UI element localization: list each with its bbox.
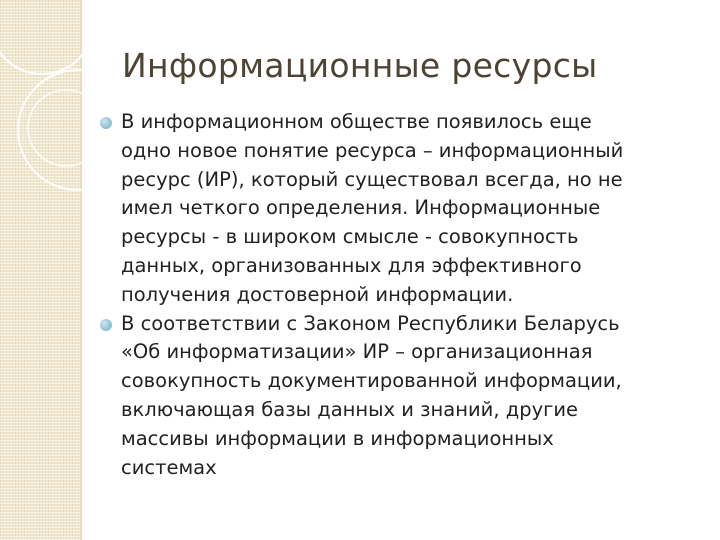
bullet-item [98, 108, 698, 310]
bullet-text: В информационном обществе появилось еще одно новое понятие ресурса – информационный ресурс (ИР), который существовал всегда, но не имел четкого определения. Информационные ресурсы - в широком смысле - совокупность данных, организованных для эффективного получения достоверной информации. [121, 110, 624, 306]
decor-circle-inner [28, 90, 104, 166]
bullet-item [98, 310, 698, 483]
decor-circle-top [0, 0, 94, 74]
bullet-list [98, 108, 698, 482]
slide-title: Информационные ресурсы [122, 46, 598, 85]
bullet-dot-icon [100, 319, 112, 331]
bullet-text: В соответствии с Законом Республики Беларусь «Об информатизации» ИР – организационная совокупность документированной информации, включающая базы данных и знаний, другие массивы информации в информационных системах [121, 311, 622, 479]
bullet-dot-icon [100, 117, 112, 129]
